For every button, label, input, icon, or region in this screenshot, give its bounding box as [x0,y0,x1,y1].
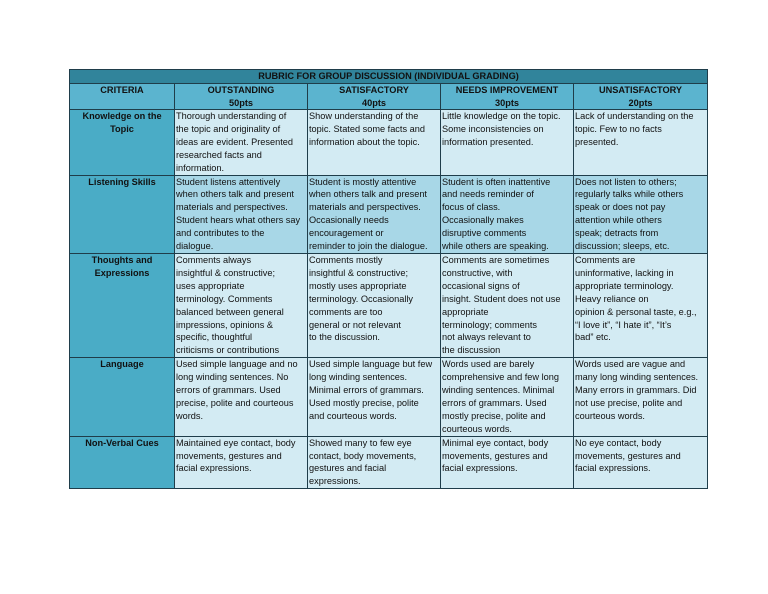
cell-line: errors of grammars. Used [176,385,281,396]
cell-line: Used simple language and no [176,359,298,370]
criteria-cell [70,175,175,253]
cell-line: uses appropriate [176,280,245,291]
cell-line: Words used are barely [442,359,535,370]
cell-line: Show understanding of the [309,111,419,121]
cell-line: comments are too [309,306,383,317]
criteria-line: Knowledge on the [82,111,162,121]
header-row [70,84,708,110]
cell-line: topic. Stated some facts and [309,123,425,134]
cell-line: uninformative, lacking in [575,267,674,278]
cell-needs-improvement [441,436,574,489]
cell-line: movements, gestures and [442,450,548,461]
header-outstanding [175,84,308,110]
cell-line: criticisms or contributions [176,345,280,356]
cell-outstanding [175,175,308,253]
cell-line: gestures and facial [309,463,387,474]
cell-needs-improvement [441,175,574,253]
header-unsatisfactory [574,84,708,110]
cell-line: not always relevant to [442,332,531,343]
cell-unsatisfactory [574,358,708,436]
cell-line: errors of grammars. Used [442,397,547,408]
cell-line: disruptive comments [442,228,527,239]
cell-line: contact, body movements, [309,450,417,461]
criteria-line: Expressions [94,267,150,278]
cell-line: and courteous words. [309,410,397,421]
cell-satisfactory [308,436,441,489]
cell-needs-improvement [441,358,574,436]
cell-line: Maintained eye contact, body [176,437,296,448]
cell-line: Student listens attentively [176,176,281,187]
cell-line: discussion; sleeps, etc. [575,241,670,252]
cell-line: bad” etc. [575,332,611,343]
cell-needs-improvement [441,253,574,357]
cell-line: Words used are vague and [575,359,686,370]
cell-line: presented. [575,136,619,147]
header-points: 50pts [228,97,253,108]
cell-line: speak; detracts from [575,228,659,239]
cell-line: and needs reminder of [442,189,534,200]
header-points: 30pts [494,97,519,108]
cell-line: information about the topic. [309,136,420,147]
cell-line: topic. Few to no facts [575,123,662,134]
header-criteria [70,84,175,110]
cell-line: expressions. [309,476,361,487]
cell-outstanding [175,436,308,489]
cell-line: when others talk and present [309,189,427,200]
cell-line: mostly precise, polite and [442,410,546,421]
cell-line: insightful & constructive; [176,267,276,278]
cell-line: while others are speaking. [442,241,549,252]
cell-line: long winding sentences. [309,372,408,383]
cell-line: impressions, opinions & [176,319,274,330]
cell-line: Little knowledge on the topic. [442,111,561,121]
cell-unsatisfactory [574,110,708,176]
header-label: NEEDS IMPROVEMENT [455,85,559,95]
cell-line: appropriate terminology. [575,280,674,291]
cell-line: the topic and originality of [176,123,281,134]
cell-line: not use precise, polite and [575,397,683,408]
criteria-cell [70,436,175,489]
header-label: SATISFACTORY [339,85,409,95]
cell-line: Heavy reliance on [575,293,649,304]
cell-line: balanced between general [176,306,284,317]
cell-line: information presented. [442,136,534,147]
cell-satisfactory [308,358,441,436]
rubric-title: RUBRIC FOR GROUP DISCUSSION (INDIVIDUAL GRADING) [70,70,708,84]
cell-unsatisfactory [574,253,708,357]
cell-line: Comments always [176,254,252,265]
cell-line: the discussion [442,345,501,356]
rubric-row-knowledge [70,110,708,176]
criteria-line: Non-Verbal Cues [85,437,159,448]
cell-line: facial expressions. [442,463,518,474]
header-label: OUTSTANDING [207,85,275,95]
cell-line: Comments are [575,254,636,265]
cell-line: materials and perspectives. [309,202,421,213]
title-row [70,70,708,84]
cell-line: long winding sentences. No [176,372,289,383]
cell-line: Student is often inattentive [442,176,551,187]
cell-satisfactory [308,175,441,253]
cell-line: winding sentences. Minimal [442,385,555,396]
cell-line: materials and perspectives. [176,202,288,213]
cell-line: information. [176,162,225,173]
cell-line: terminology. Occasionally [309,293,413,304]
cell-satisfactory [308,110,441,176]
cell-line: researched facts and [176,149,262,160]
cell-line: many long winding sentences. [575,372,699,383]
criteria-cell [70,253,175,357]
cell-needs-improvement [441,110,574,176]
cell-line: Minimal eye contact, body [442,437,549,448]
cell-line: occasional signs of [442,280,520,291]
cell-unsatisfactory [574,175,708,253]
cell-line: opinion & personal taste, e.g., [575,306,697,317]
cell-line: specific, thoughtful [176,332,253,343]
cell-line: facial expressions. [176,463,252,474]
cell-line: regularly talks while others [575,189,684,200]
header-points: 40pts [361,97,386,108]
cell-line: encouragement or [309,228,384,239]
cell-line: courteous words. [442,423,512,434]
cell-line: Occasionally makes [442,215,524,226]
cell-line: movements, gestures and [176,450,282,461]
criteria-cell [70,110,175,176]
cell-line: Student hears what others say [176,215,301,226]
cell-line: insightful & constructive; [309,267,409,278]
criteria-line: Language [100,359,144,370]
cell-line: Some inconsistencies on [442,123,544,134]
header-label: UNSATISFACTORY [599,85,683,95]
criteria-line: Thoughts and [91,254,153,265]
cell-line: Many errors in grammars. Did [575,385,697,396]
cell-line: movements, gestures and [575,450,681,461]
rubric-row-listening [70,175,708,253]
cell-line: Comments are sometimes [442,254,550,265]
cell-line: to the discussion. [309,332,380,343]
cell-line: Used simple language but few [309,359,433,370]
header-label: CRITERIA [100,85,144,95]
cell-outstanding [175,253,308,357]
cell-line: Minimal errors of grammars. [309,385,424,396]
rubric-row-nonverbal [70,436,708,489]
cell-line: and contributes to the [176,228,265,239]
cell-line: comprehensive and few long [442,372,559,383]
cell-line: No eye contact, body [575,437,662,448]
cell-line: Lack of understanding on the [575,111,694,121]
cell-line: when others talk and present [176,189,294,200]
cell-line: ideas are evident. Presented [176,136,293,147]
cell-line: precise, polite and courteous [176,397,294,408]
cell-line: attention while others [575,215,662,226]
cell-line: terminology; comments [442,319,537,330]
cell-line: courteous words. [575,410,645,421]
cell-line: speak or does not pay [575,202,666,213]
header-needs-improvement [441,84,574,110]
criteria-cell [70,358,175,436]
cell-line: facial expressions. [575,463,651,474]
rubric-row-language [70,358,708,436]
cell-line: Occasionally needs [309,215,389,226]
cell-line: terminology. Comments [176,293,273,304]
cell-line: Does not listen to others; [575,176,677,187]
cell-line: mostly uses appropriate [309,280,407,291]
cell-satisfactory [308,253,441,357]
cell-line: words. [176,410,204,421]
cell-line: appropriate [442,306,489,317]
header-satisfactory [308,84,441,110]
cell-line: general or not relevant [309,319,401,330]
cell-unsatisfactory [574,436,708,489]
cell-line: focus of class. [442,202,501,213]
cell-line: Thorough understanding of [176,111,287,121]
cell-line: constructive, with [442,267,513,278]
cell-line: “I love it”, “I hate it”, “It’s [575,319,672,330]
cell-outstanding [175,358,308,436]
cell-line: Student is mostly attentive [309,176,417,187]
header-points: 20pts [628,97,653,108]
criteria-line: Listening Skills [88,176,156,187]
cell-line: Used mostly precise, polite [309,397,419,408]
cell-line: Comments mostly [309,254,383,265]
criteria-line: Topic [110,123,134,134]
cell-outstanding [175,110,308,176]
cell-line: dialogue. [176,241,214,252]
cell-line: reminder to join the dialogue. [309,241,428,252]
cell-line: Showed many to few eye [309,437,412,448]
rubric-table [69,69,708,489]
rubric-row-thoughts [70,253,708,357]
cell-line: insight. Student does not use [442,293,561,304]
